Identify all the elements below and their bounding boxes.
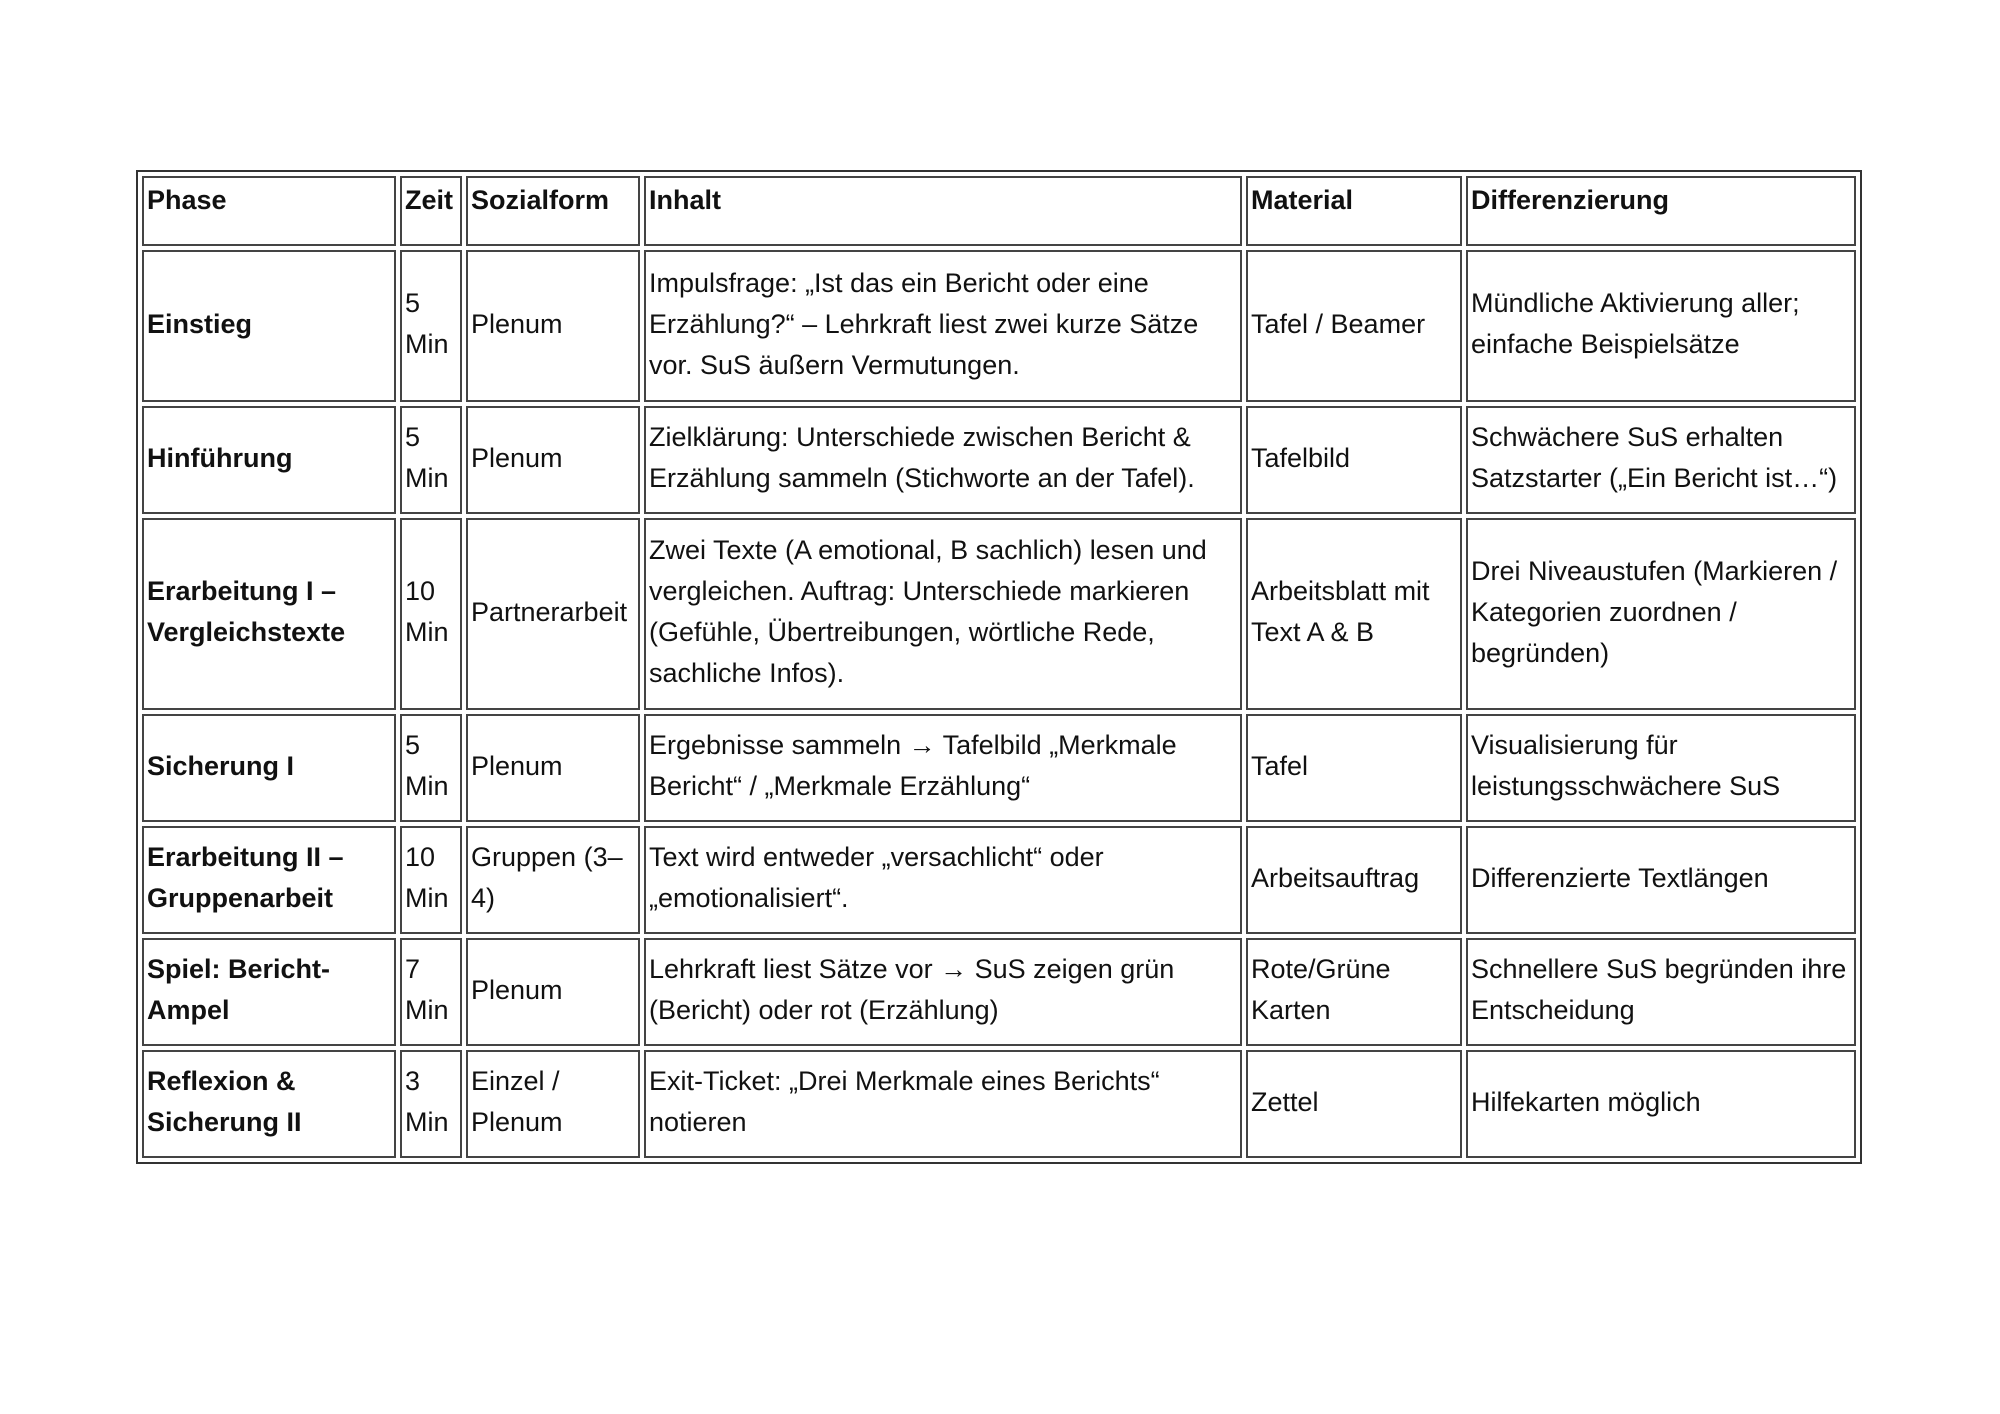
cell-zeit: 3 Min: [400, 1050, 462, 1158]
cell-phase: Erarbeitung I – Vergleichstexte: [142, 518, 396, 710]
header-differenzierung: Differenzierung: [1466, 176, 1856, 246]
cell-material: Tafel / Beamer: [1246, 250, 1462, 402]
cell-phase: Hinführung: [142, 406, 396, 514]
table-row: [142, 1050, 1856, 1158]
table-row: [142, 826, 1856, 934]
cell-zeit: 5 Min: [400, 250, 462, 402]
cell-inhalt: Zielklärung: Unterschiede zwischen Bericht & Erzählung sammeln (Stichworte an der Tafel).: [644, 406, 1242, 514]
cell-sozialform: Gruppen (3–4): [466, 826, 640, 934]
header-zeit: Zeit: [400, 176, 462, 246]
cell-phase: Spiel: Bericht-Ampel: [142, 938, 396, 1046]
cell-inhalt: Exit-Ticket: „Drei Merkmale eines Berichts“ notieren: [644, 1050, 1242, 1158]
cell-sozialform: Plenum: [466, 938, 640, 1046]
cell-zeit: 7 Min: [400, 938, 462, 1046]
cell-zeit: 5 Min: [400, 714, 462, 822]
cell-material: Tafel: [1246, 714, 1462, 822]
cell-differenzierung: Schwächere SuS erhalten Satzstarter („Ein Bericht ist…“): [1466, 406, 1856, 514]
cell-differenzierung: Schnellere SuS begründen ihre Entscheidung: [1466, 938, 1856, 1046]
cell-phase: Einstieg: [142, 250, 396, 402]
cell-sozialform: Partnerarbeit: [466, 518, 640, 710]
cell-inhalt: Lehrkraft liest Sätze vor → SuS zeigen grün (Bericht) oder rot (Erzählung): [644, 938, 1242, 1046]
cell-material: Arbeitsblatt mit Text A & B: [1246, 518, 1462, 710]
table-row: [142, 714, 1856, 822]
table-row: [142, 938, 1856, 1046]
table-row: [142, 406, 1856, 514]
header-material: Material: [1246, 176, 1462, 246]
cell-inhalt: Text wird entweder „versachlicht“ oder „emotionalisiert“.: [644, 826, 1242, 934]
cell-sozialform: Plenum: [466, 250, 640, 402]
cell-differenzierung: Differenzierte Textlängen: [1466, 826, 1856, 934]
cell-sozialform: Plenum: [466, 714, 640, 822]
cell-zeit: 10 Min: [400, 826, 462, 934]
cell-material: Rote/Grüne Karten: [1246, 938, 1462, 1046]
cell-phase: Sicherung I: [142, 714, 396, 822]
header-row: [142, 176, 1856, 246]
cell-zeit: 10 Min: [400, 518, 462, 710]
cell-differenzierung: Drei Niveaustufen (Markieren / Kategorien zuordnen / begründen): [1466, 518, 1856, 710]
cell-zeit: 5 Min: [400, 406, 462, 514]
lesson-plan-table: [136, 170, 1862, 1164]
cell-inhalt: Ergebnisse sammeln → Tafelbild „Merkmale Bericht“ / „Merkmale Erzählung“: [644, 714, 1242, 822]
cell-differenzierung: Hilfekarten möglich: [1466, 1050, 1856, 1158]
header-sozialform: Sozialform: [466, 176, 640, 246]
header-inhalt: Inhalt: [644, 176, 1242, 246]
table-row: [142, 250, 1856, 402]
cell-inhalt: Impulsfrage: „Ist das ein Bericht oder eine Erzählung?“ – Lehrkraft liest zwei kurze Sätze vor. SuS äußern Vermutungen.: [644, 250, 1242, 402]
cell-material: Arbeitsauftrag: [1246, 826, 1462, 934]
cell-sozialform: Einzel / Plenum: [466, 1050, 640, 1158]
cell-material: Zettel: [1246, 1050, 1462, 1158]
cell-inhalt: Zwei Texte (A emotional, B sachlich) lesen und vergleichen. Auftrag: Unterschiede markieren (Gefühle, Übertreibungen, wörtliche Rede, sachliche Infos).: [644, 518, 1242, 710]
cell-material: Tafelbild: [1246, 406, 1462, 514]
cell-differenzierung: Mündliche Aktivierung aller; einfache Beispielsätze: [1466, 250, 1856, 402]
cell-phase: Reflexion & Sicherung II: [142, 1050, 396, 1158]
cell-phase: Erarbeitung II – Gruppenarbeit: [142, 826, 396, 934]
header-phase: Phase: [142, 176, 396, 246]
cell-differenzierung: Visualisierung für leistungsschwächere SuS: [1466, 714, 1856, 822]
cell-sozialform: Plenum: [466, 406, 640, 514]
table-row: [142, 518, 1856, 710]
